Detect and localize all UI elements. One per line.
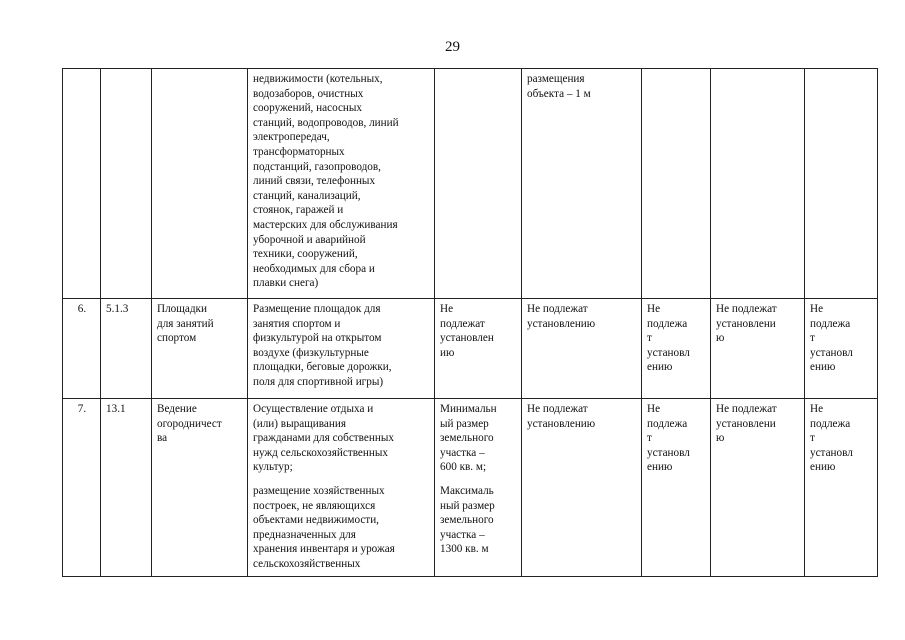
cell-param-8 [805, 69, 878, 299]
cell-code: 13.1 [101, 399, 152, 577]
cell-plot-size: Минимальн ый размер земельного участка – 600 кв. м; Максималь ный размер земельного участка – 1300 кв. м [435, 399, 522, 577]
cell-name: Ведение огородничест ва [152, 399, 248, 577]
cell-param-7: Не подлежат установлени ю [711, 299, 805, 399]
cell-code: 5.1.3 [101, 299, 152, 399]
regulations-table [62, 68, 878, 577]
cell-description [248, 399, 435, 577]
cell-param-7: Не подлежат установлени ю [711, 399, 805, 577]
cell-number [63, 69, 101, 299]
table-row [63, 69, 878, 299]
cell-code [101, 69, 152, 299]
description-paragraph: недвижимости (котельных, водозаборов, очистных сооружений, насосных станций, водопроводов, линий электропередач, трансформаторных подстанций, газопроводов, линий связи, телефонных станций, канализаций, стоянок, гаражей и мастерских для обслуживания уборочной и аварийной техники, сооружений, необходимых для сбора и плавки снега) [253, 73, 399, 290]
cell-plot-size [435, 69, 522, 299]
cell-number: 7. [63, 399, 101, 577]
cell-setback: Не подлежат установлению [522, 399, 642, 577]
cell-name: Площадки для занятий спортом [152, 299, 248, 399]
cell-param-6: Не подлежа т установл ению [642, 399, 711, 577]
cell-description [248, 69, 435, 299]
description-paragraph: Осуществление отдыха и (или) выращивания гражданами для собственных нужд сельскохозяйственных культур; [253, 403, 394, 474]
cell-param-7 [711, 69, 805, 299]
cell-description [248, 299, 435, 399]
description-paragraph: Размещение площадок для занятия спортом и физкультурой на открытом воздухе (физкультурные площадки, беговые дорожки, поля для спортивной игры) [253, 303, 392, 388]
table-row [63, 399, 878, 577]
cell-param-8: Не подлежа т установл ению [805, 299, 878, 399]
cell-param-6 [642, 69, 711, 299]
description-paragraph: размещение хозяйственных построек, не являющихся объектами недвижимости, предназначенных для хранения инвентаря и урожая сельскохозяйственных [253, 484, 395, 570]
table-body [63, 69, 878, 577]
cell-param-8: Не подлежа т установл ению [805, 399, 878, 577]
table-row [63, 299, 878, 399]
page-number: 29 [445, 39, 460, 55]
cell-setback: размещения объекта – 1 м [522, 69, 642, 299]
cell-param-6: Не подлежа т установл ению [642, 299, 711, 399]
cell-setback: Не подлежат установлению [522, 299, 642, 399]
cell-number: 6. [63, 299, 101, 399]
cell-plot-size: Не подлежат установлен ию [435, 299, 522, 399]
cell-name [152, 69, 248, 299]
